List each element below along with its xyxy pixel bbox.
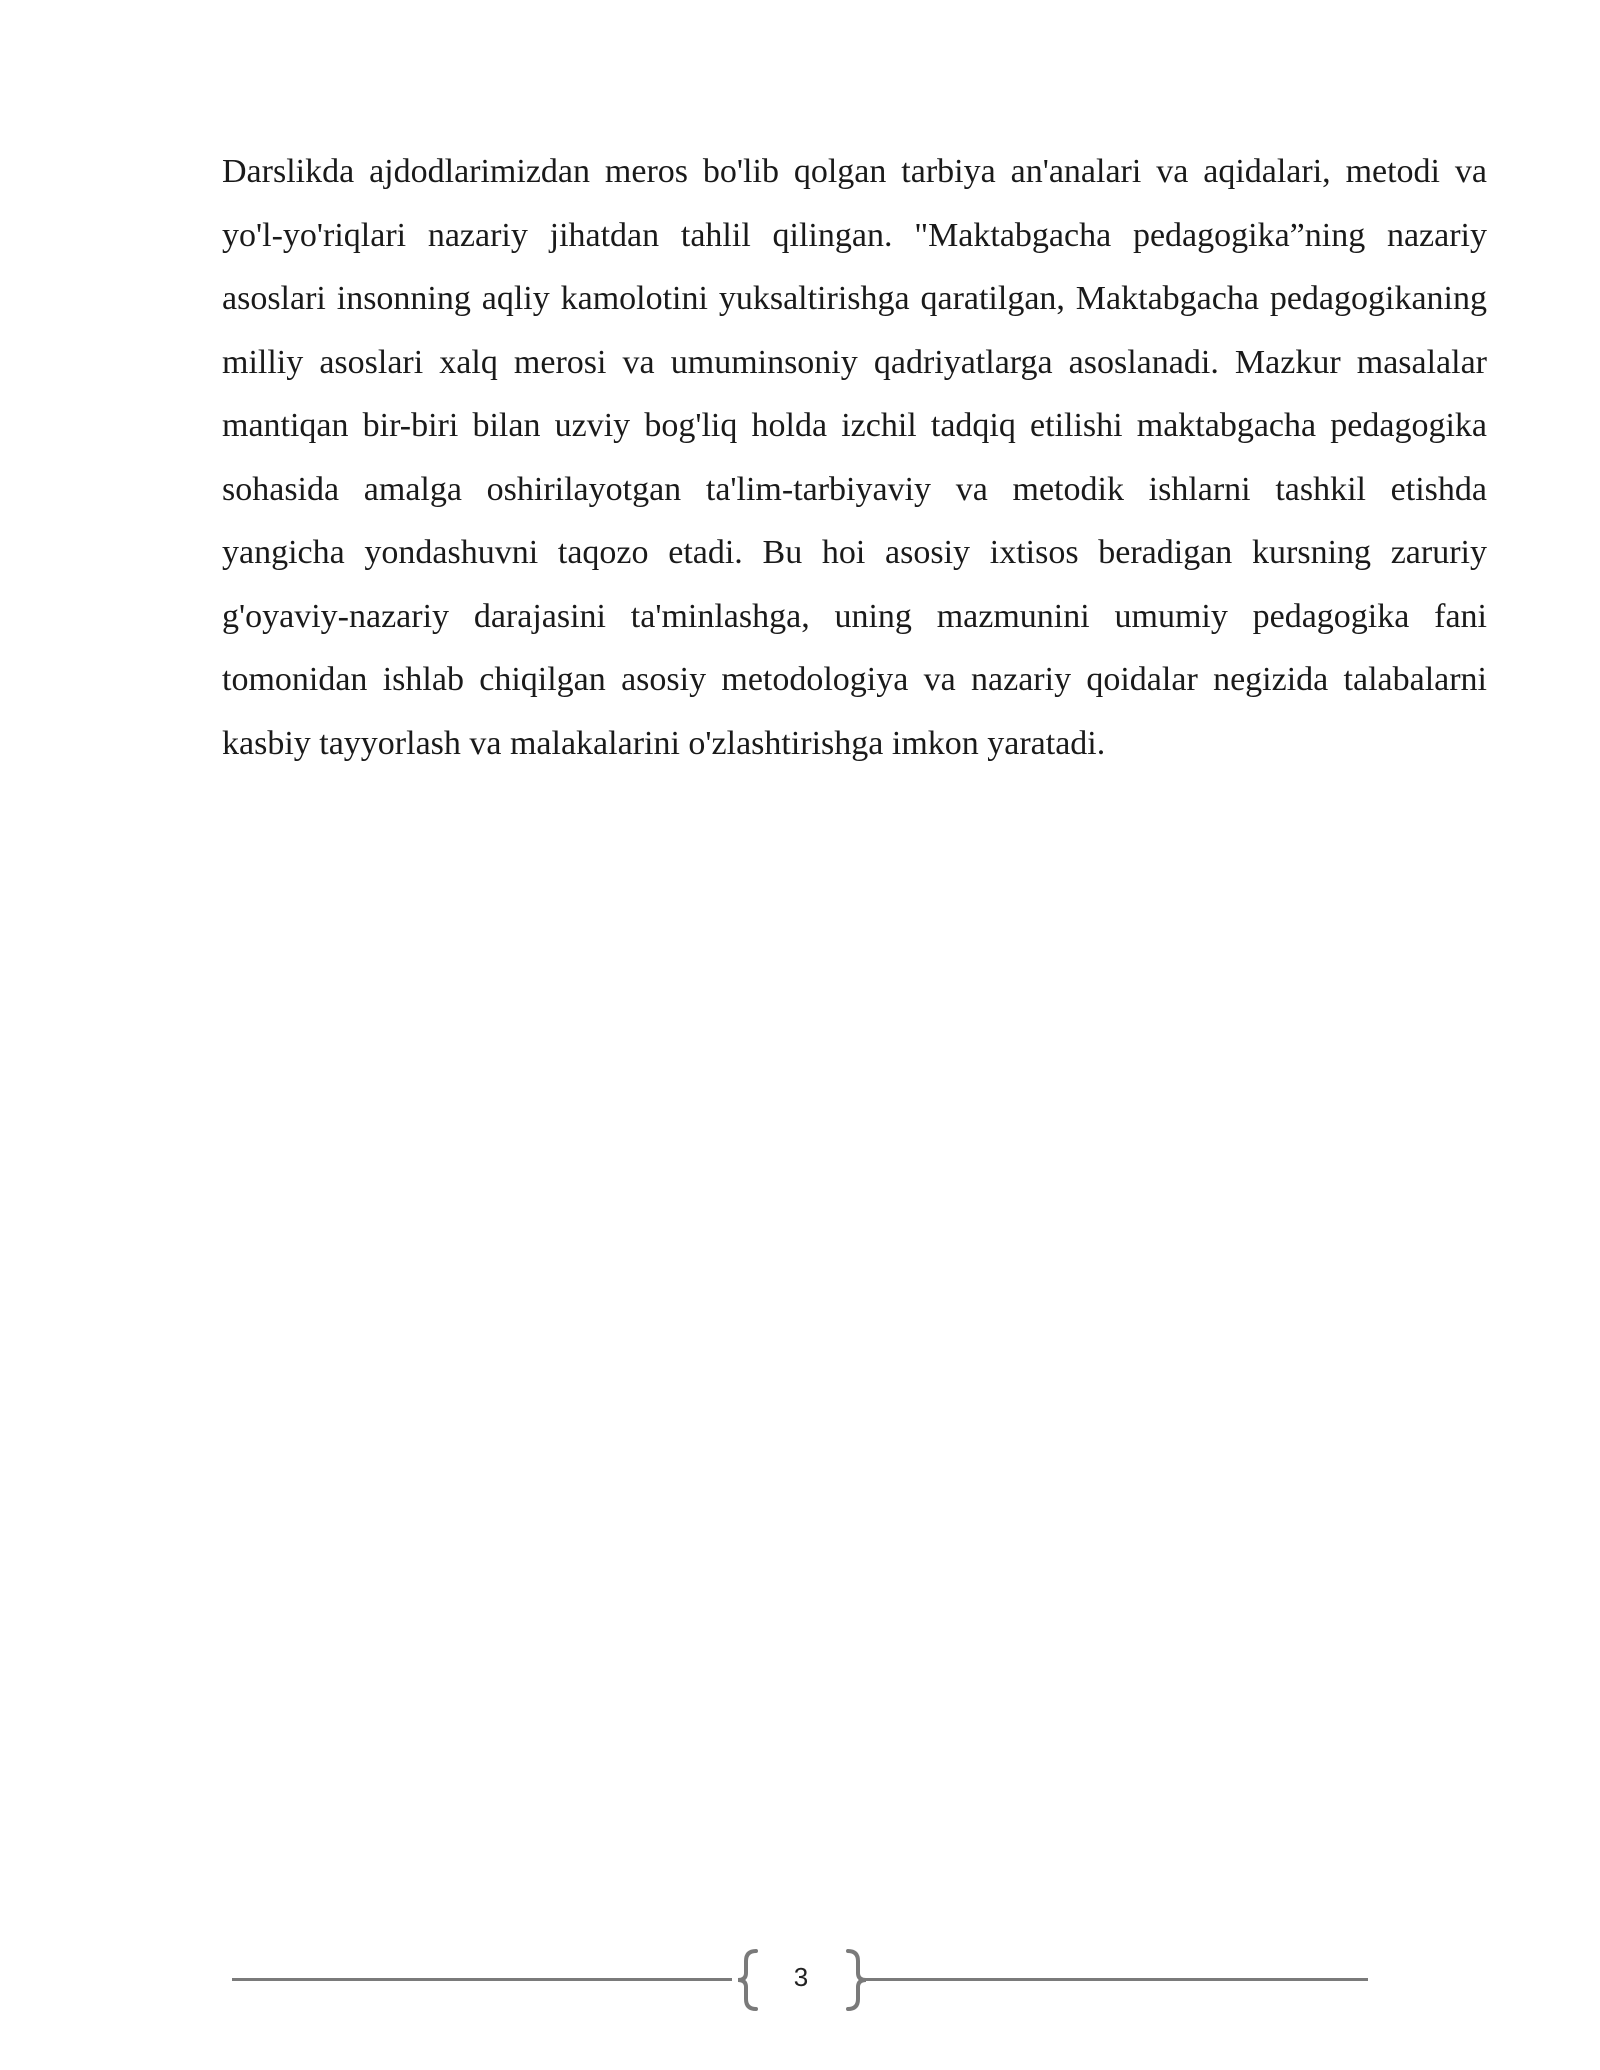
footer-rule-left bbox=[232, 1978, 732, 1981]
page-footer bbox=[232, 1945, 1368, 2015]
left-brace-icon bbox=[726, 1945, 766, 2015]
body-paragraph: Darslikda ajdodlarimizdan meros bo'lib qolgan tarbiya an'analari va aqidalari, metodi va yo'l-yo'riqlari nazariy jihatdan tahlil qilingan. "Maktabgacha pedagogika”ning nazariy asoslari insonning aqliy kamolotini yuksaltirishga qaratilgan, Maktabgacha pedagogikaning milliy asoslari xalq merosi va umuminsoniy qadriyatlarga asoslanadi. Mazkur masalalar mantiqan bir-biri bilan uzviy bog'liq holda izchil tadqiq etilishi maktabgacha pedagogika sohasida amalga oshirilayotgan ta'lim-tarbiyaviy va metodik ishlarni tashkil etishda yangicha yondashuvni taqozo etadi. Bu hoi asosiy ixtisos beradigan kursning zaruriy g'oyaviy-nazariy darajasini ta'minlashga, uning mazmunini umumiy pedagogika fani tomonidan ishlab chiqilgan asosiy metodologiya va nazariy qoidalar negizida talabalarni kasbiy tayyorlash va malakalarini o'zlashtirishga imkon yaratadi. bbox=[222, 153, 1487, 762]
page-number: 3 bbox=[793, 1962, 809, 1992]
footer-rule-right bbox=[860, 1978, 1368, 1981]
